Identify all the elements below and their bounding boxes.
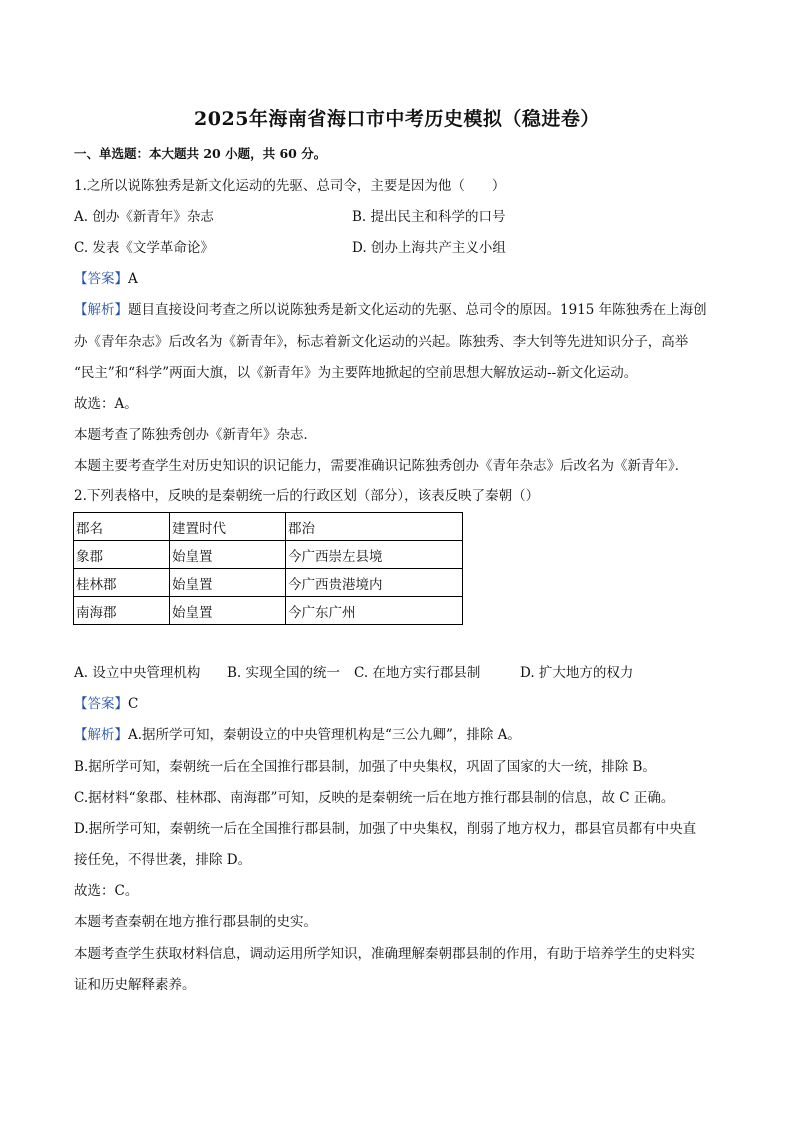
table-header-cell: 郡名 <box>74 513 170 541</box>
table-header-cell: 建置时代 <box>170 513 286 541</box>
q2-note-2: 本题考查学生获取材料信息，调动运用所学知识，准确理解秦朝郡县制的作用，有助于培养学生的史料实 <box>74 946 695 962</box>
table-cell: 始皇置 <box>170 541 286 569</box>
q2-analysis-text-1: A.据所学可知，秦朝设立的中央管理机构是“三公九卿”，排除 A。 <box>128 727 521 743</box>
table-row <box>74 541 463 569</box>
page-title: 2025年海南省海口市中考历史模拟（稳进卷） <box>194 108 600 130</box>
q1-analysis-line-3: “民主”和“科学”两面大旗，以《新青年》为主要阵地掀起的空前思想大解放运动--新文化运动。 <box>74 365 638 381</box>
table-row <box>74 569 463 597</box>
table-cell: 桂林郡 <box>74 569 170 597</box>
table-cell: 始皇置 <box>170 569 286 597</box>
q2-analysis-line-2: B.据所学可知，秦朝统一后在全国推行郡县制，加强了中央集权，巩固了国家的大一统，排除 B。 <box>74 759 656 775</box>
q2-answer-tag: 【答案】 <box>74 696 128 712</box>
q2-answer-line <box>74 694 138 714</box>
q2-analysis-line-1 <box>74 725 521 745</box>
q1-choose: 故选：A。 <box>74 396 138 412</box>
table-cell: 南海郡 <box>74 597 170 625</box>
section-heading: 一、单选题：本大题共 20 小题，共 60 分。 <box>74 146 327 161</box>
q1-option-d: D. 创办上海共产主义小组 <box>352 240 506 256</box>
table-cell: 今广东广州 <box>286 597 463 625</box>
q1-option-b: B. 提出民主和科学的口号 <box>352 209 506 225</box>
table-cell: 始皇置 <box>170 597 286 625</box>
q2-option-b: B. 实现全国的统一 <box>227 665 341 681</box>
q1-option-c: C. 发表《文学革命论》 <box>74 240 214 256</box>
q1-analysis-tag: 【解析】 <box>74 302 128 318</box>
q2-answer: C <box>128 696 139 712</box>
q1-analysis-text-1: 题目直接设问考查之所以说陈独秀是新文化运动的先驱、总司令的原因。1915 年陈独秀在上海创 <box>128 302 707 318</box>
table-cell: 今广西贵港境内 <box>286 569 463 597</box>
q2-option-a: A. 设立中央管理机构 <box>74 665 201 681</box>
q1-answer-line <box>74 269 138 289</box>
q1-option-a: A. 创办《新青年》杂志 <box>74 209 214 225</box>
q1-analysis-line-1 <box>74 300 707 320</box>
q2-option-d: D. 扩大地方的权力 <box>520 665 634 681</box>
table-header-cell: 郡治 <box>286 513 463 541</box>
table-cell: 象郡 <box>74 541 170 569</box>
q1-answer-tag: 【答案】 <box>74 271 128 287</box>
q2-option-c: C. 在地方实行郡县制 <box>354 665 481 681</box>
q2-note-3: 证和历史解释素养。 <box>74 977 196 993</box>
q1-note-1: 本题考查了陈独秀创办《新青年》杂志． <box>74 427 317 443</box>
q2-table <box>73 512 463 625</box>
q2-analysis-line-5: 接任免，不得世袭，排除 D。 <box>74 852 252 868</box>
q2-analysis-tag: 【解析】 <box>74 727 128 743</box>
table-cell: 今广西崇左县境 <box>286 541 463 569</box>
q1-note-2: 本题主要考查学生对历史知识的识记能力，需要准确识记陈独秀创办《青年杂志》后改名为《新青年》． <box>74 458 689 474</box>
q2-analysis-line-4: D.据所学可知，秦朝统一后在全国推行郡县制，加强了中央集权，削弱了地方权力，郡县官员都有中央直 <box>74 821 697 837</box>
q1-stem: 1.之所以说陈独秀是新文化运动的先驱、总司令，主要是因为他（ ） <box>74 178 506 194</box>
q1-analysis-line-2: 办《青年杂志》后改名为《新青年》，标志着新文化运动的兴起。陈独秀、李大钊等先进知识分子，高举 <box>74 334 689 350</box>
q2-note-1: 本题考查秦朝在地方推行郡县制的史实。 <box>74 914 317 930</box>
table-row <box>74 597 463 625</box>
table-header-row <box>74 513 463 541</box>
q2-stem: 2.下列表格中，反映的是秦朝统一后的行政区划（部分），该表反映了秦朝（） <box>74 488 540 504</box>
q2-choose: 故选：C。 <box>74 883 139 899</box>
q2-analysis-line-3: C.据材料“象郡、桂林郡、南海郡”可知，反映的是秦朝统一后在地方推行郡县制的信息，故 C 正确。 <box>74 790 675 806</box>
q1-answer: A <box>128 271 138 287</box>
